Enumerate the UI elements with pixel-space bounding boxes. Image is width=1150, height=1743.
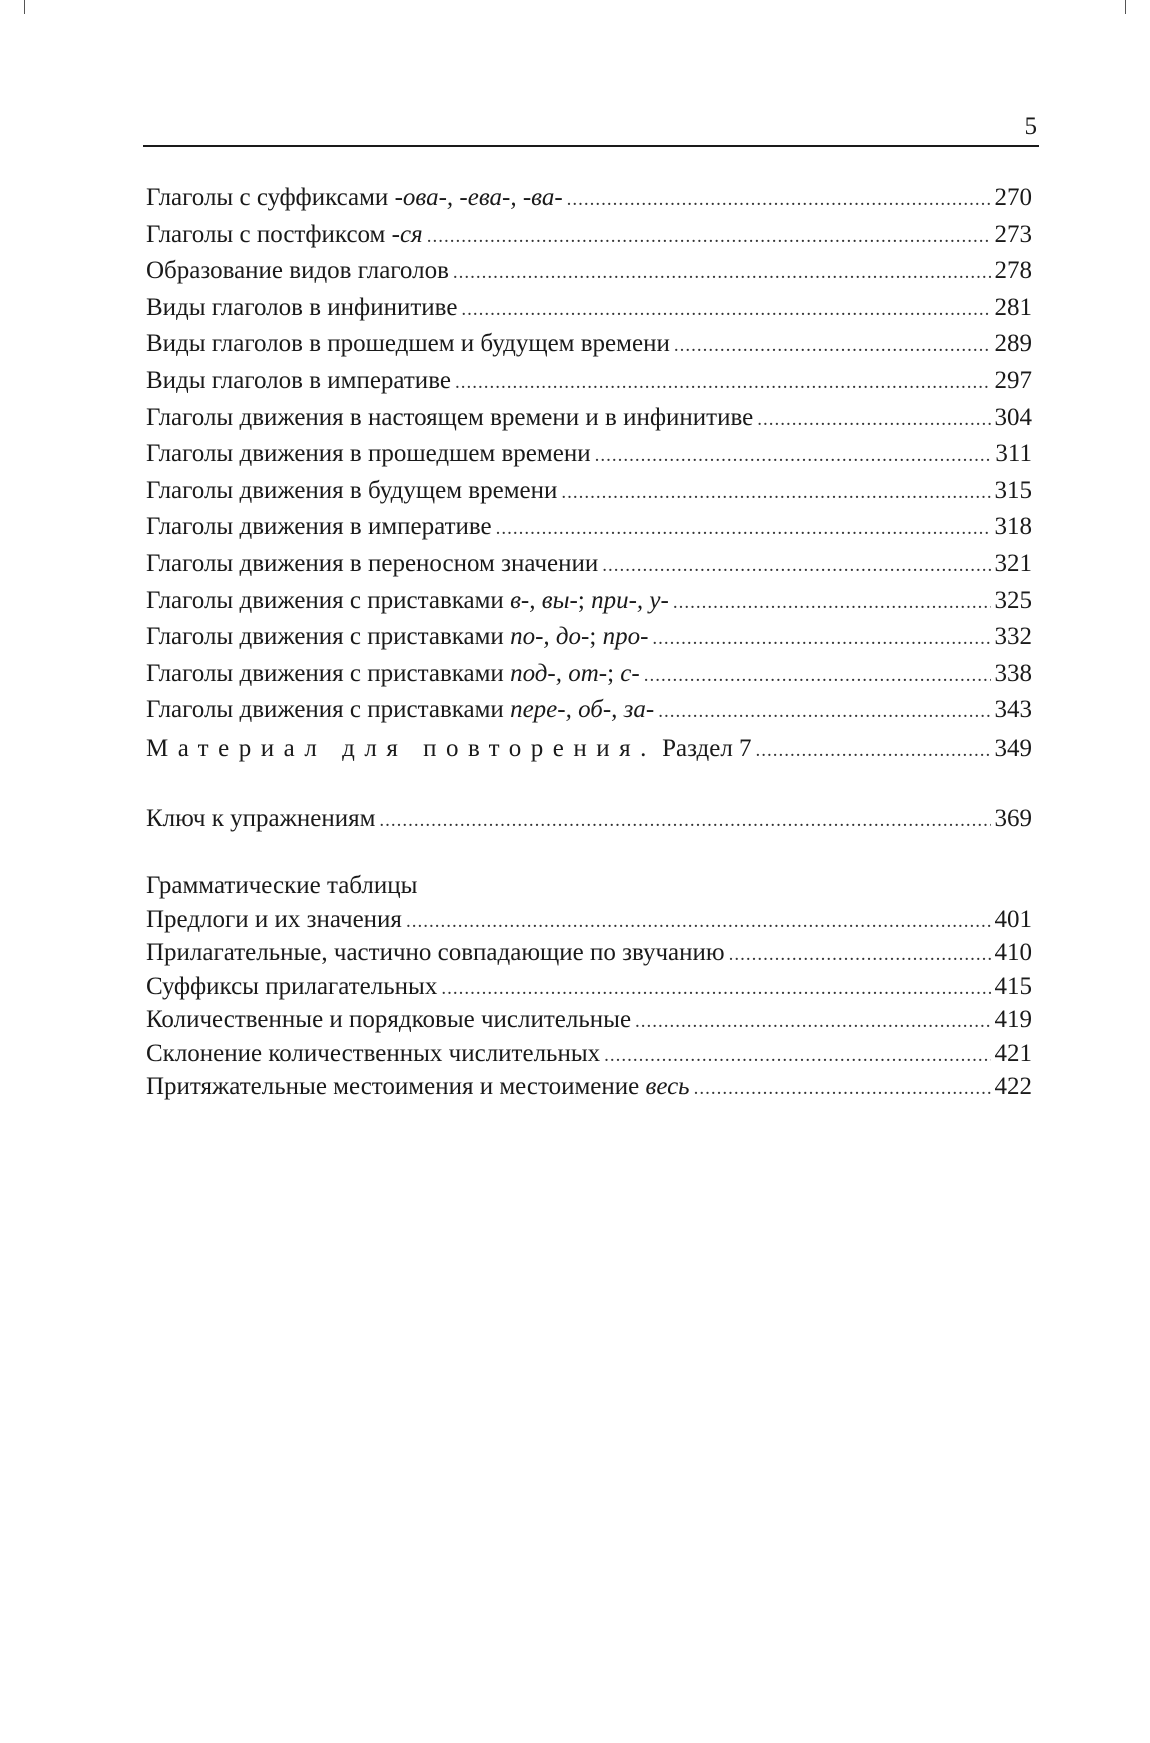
toc-entry-review-material [146,735,1032,775]
dot-leader [441,973,990,1001]
toc-entry-page: 289 [994,330,1032,358]
dot-leader [756,735,991,763]
toc-entry-page: 421 [994,1039,1032,1067]
toc-entry-title: Виды глаголов в инфинитиве [146,293,458,321]
toc-entry [146,257,1032,294]
toc-entry-title: Глаголы движения с приставками пере-, об-, за- [146,696,655,724]
dot-leader [406,906,991,934]
toc-entry-title: Прилагательные, частично совпадающие по звучанию [146,939,725,967]
dot-leader [694,1073,991,1101]
dot-leader [461,294,990,322]
toc-entry [146,623,1032,660]
toc-entry-page: 278 [994,257,1032,285]
dot-leader [729,939,991,967]
dot-leader [604,1040,990,1068]
dot-leader [673,587,991,615]
toc-entry-title: Количественные и порядковые числительные [146,1006,632,1034]
toc-entry [146,696,1032,733]
crop-mark-left [24,0,25,14]
page-number: 5 [1024,113,1037,140]
dot-leader [674,330,991,358]
toc-entry-page: 369 [994,804,1032,832]
toc-entry-title: Ключ к упражнениям [146,804,376,832]
dot-leader [658,696,990,724]
dot-leader [757,404,990,432]
toc-entry [146,550,1032,587]
dot-leader [496,513,991,541]
toc-entry-page: 415 [994,972,1032,1000]
dot-leader [567,184,991,212]
dot-leader [595,440,992,468]
toc-entry-title: Суффиксы прилагательных [146,972,438,1000]
toc-entry [146,330,1032,367]
dot-leader [427,221,991,249]
toc-entry-page: 332 [994,623,1032,651]
toc-entry [146,1073,1032,1107]
toc-entry-page: 273 [994,220,1032,248]
toc-group-heading: Грамматические таблицы [146,871,418,899]
toc-entry-title: Глаголы с постфиксом -ся [146,220,423,248]
toc-entry [146,973,1032,1007]
toc-entry-title: Глаголы движения с приставками в-, вы-; при-, у- [146,586,669,614]
toc-entry [146,1006,1032,1040]
toc-entry-title: Глаголы движения в прошедшем времени [146,440,591,468]
toc-entry-page: 270 [994,184,1032,211]
toc-entry-page: 304 [994,403,1032,431]
toc-entry-page: 318 [994,513,1032,541]
dot-leader [602,550,990,578]
toc-entry [146,477,1032,514]
toc-entry-title: Глаголы движения в будущем времени [146,476,558,504]
toc-entry [146,184,1032,221]
toc-entry-title: Виды глаголов в прошедшем и будущем времени [146,330,670,358]
toc-entry-title: Склонение количественных числительных [146,1039,601,1067]
header-rule [143,145,1039,147]
toc-entry-page: 338 [994,659,1032,687]
dot-leader [644,660,991,688]
toc-entry-answer-key [146,805,1032,842]
toc-entry-title: Материал для повторения. Раздел 7 [146,734,752,762]
toc-entry [146,513,1032,550]
toc-entry-title: Предлоги и их значения [146,905,402,933]
dot-leader [455,367,991,395]
toc-entry [146,404,1032,441]
toc-entry [146,294,1032,331]
toc-entry [146,440,1032,477]
toc-entry-title: Виды глаголов в императиве [146,366,451,394]
toc-entry [146,587,1032,624]
toc-entry-title: Притяжательные местоимения и местоимение весь [146,1073,690,1101]
dot-leader [453,257,991,285]
dot-leader [652,623,990,651]
toc-entry [146,1040,1032,1074]
dot-leader [635,1006,990,1034]
table-of-contents [146,184,1032,1107]
toc-entry-page: 321 [994,549,1032,577]
toc-entry-page: 325 [994,586,1032,614]
toc-entry-title: Глаголы движения в переносном значении [146,549,599,577]
toc-entry [146,367,1032,404]
toc-entry-page: 419 [994,1006,1032,1034]
toc-entry-page: 297 [994,366,1032,394]
dot-leader [561,477,990,505]
toc-entry-title: Глаголы движения в настоящем времени и в инфинитиве [146,403,754,431]
toc-entry [146,939,1032,973]
toc-entry-page: 315 [994,476,1032,504]
toc-entry-page: 349 [994,734,1032,762]
toc-entry [146,221,1032,258]
toc-entry-page: 343 [994,696,1032,724]
crop-mark-right [1125,0,1126,14]
toc-entry-page: 281 [994,293,1032,321]
toc-entry [146,660,1032,697]
toc-entry-title: Образование видов глаголов [146,257,449,285]
toc-entry-title: Глаголы движения с приставками по-, до-; про- [146,623,649,651]
toc-entry-page: 410 [994,939,1032,967]
toc-entry-page: 311 [995,440,1032,468]
toc-entry-page: 422 [994,1073,1032,1101]
toc-entry-title: Глаголы движения с приставками под-, от-; с- [146,659,640,687]
dot-leader [379,805,990,833]
toc-entry [146,906,1032,940]
toc-entry-title: Глаголы движения в императиве [146,513,492,541]
toc-entry-title: Глаголы с суффиксами -ова-, -ева-, -ва- [146,184,563,211]
toc-entry-page: 401 [994,905,1032,933]
